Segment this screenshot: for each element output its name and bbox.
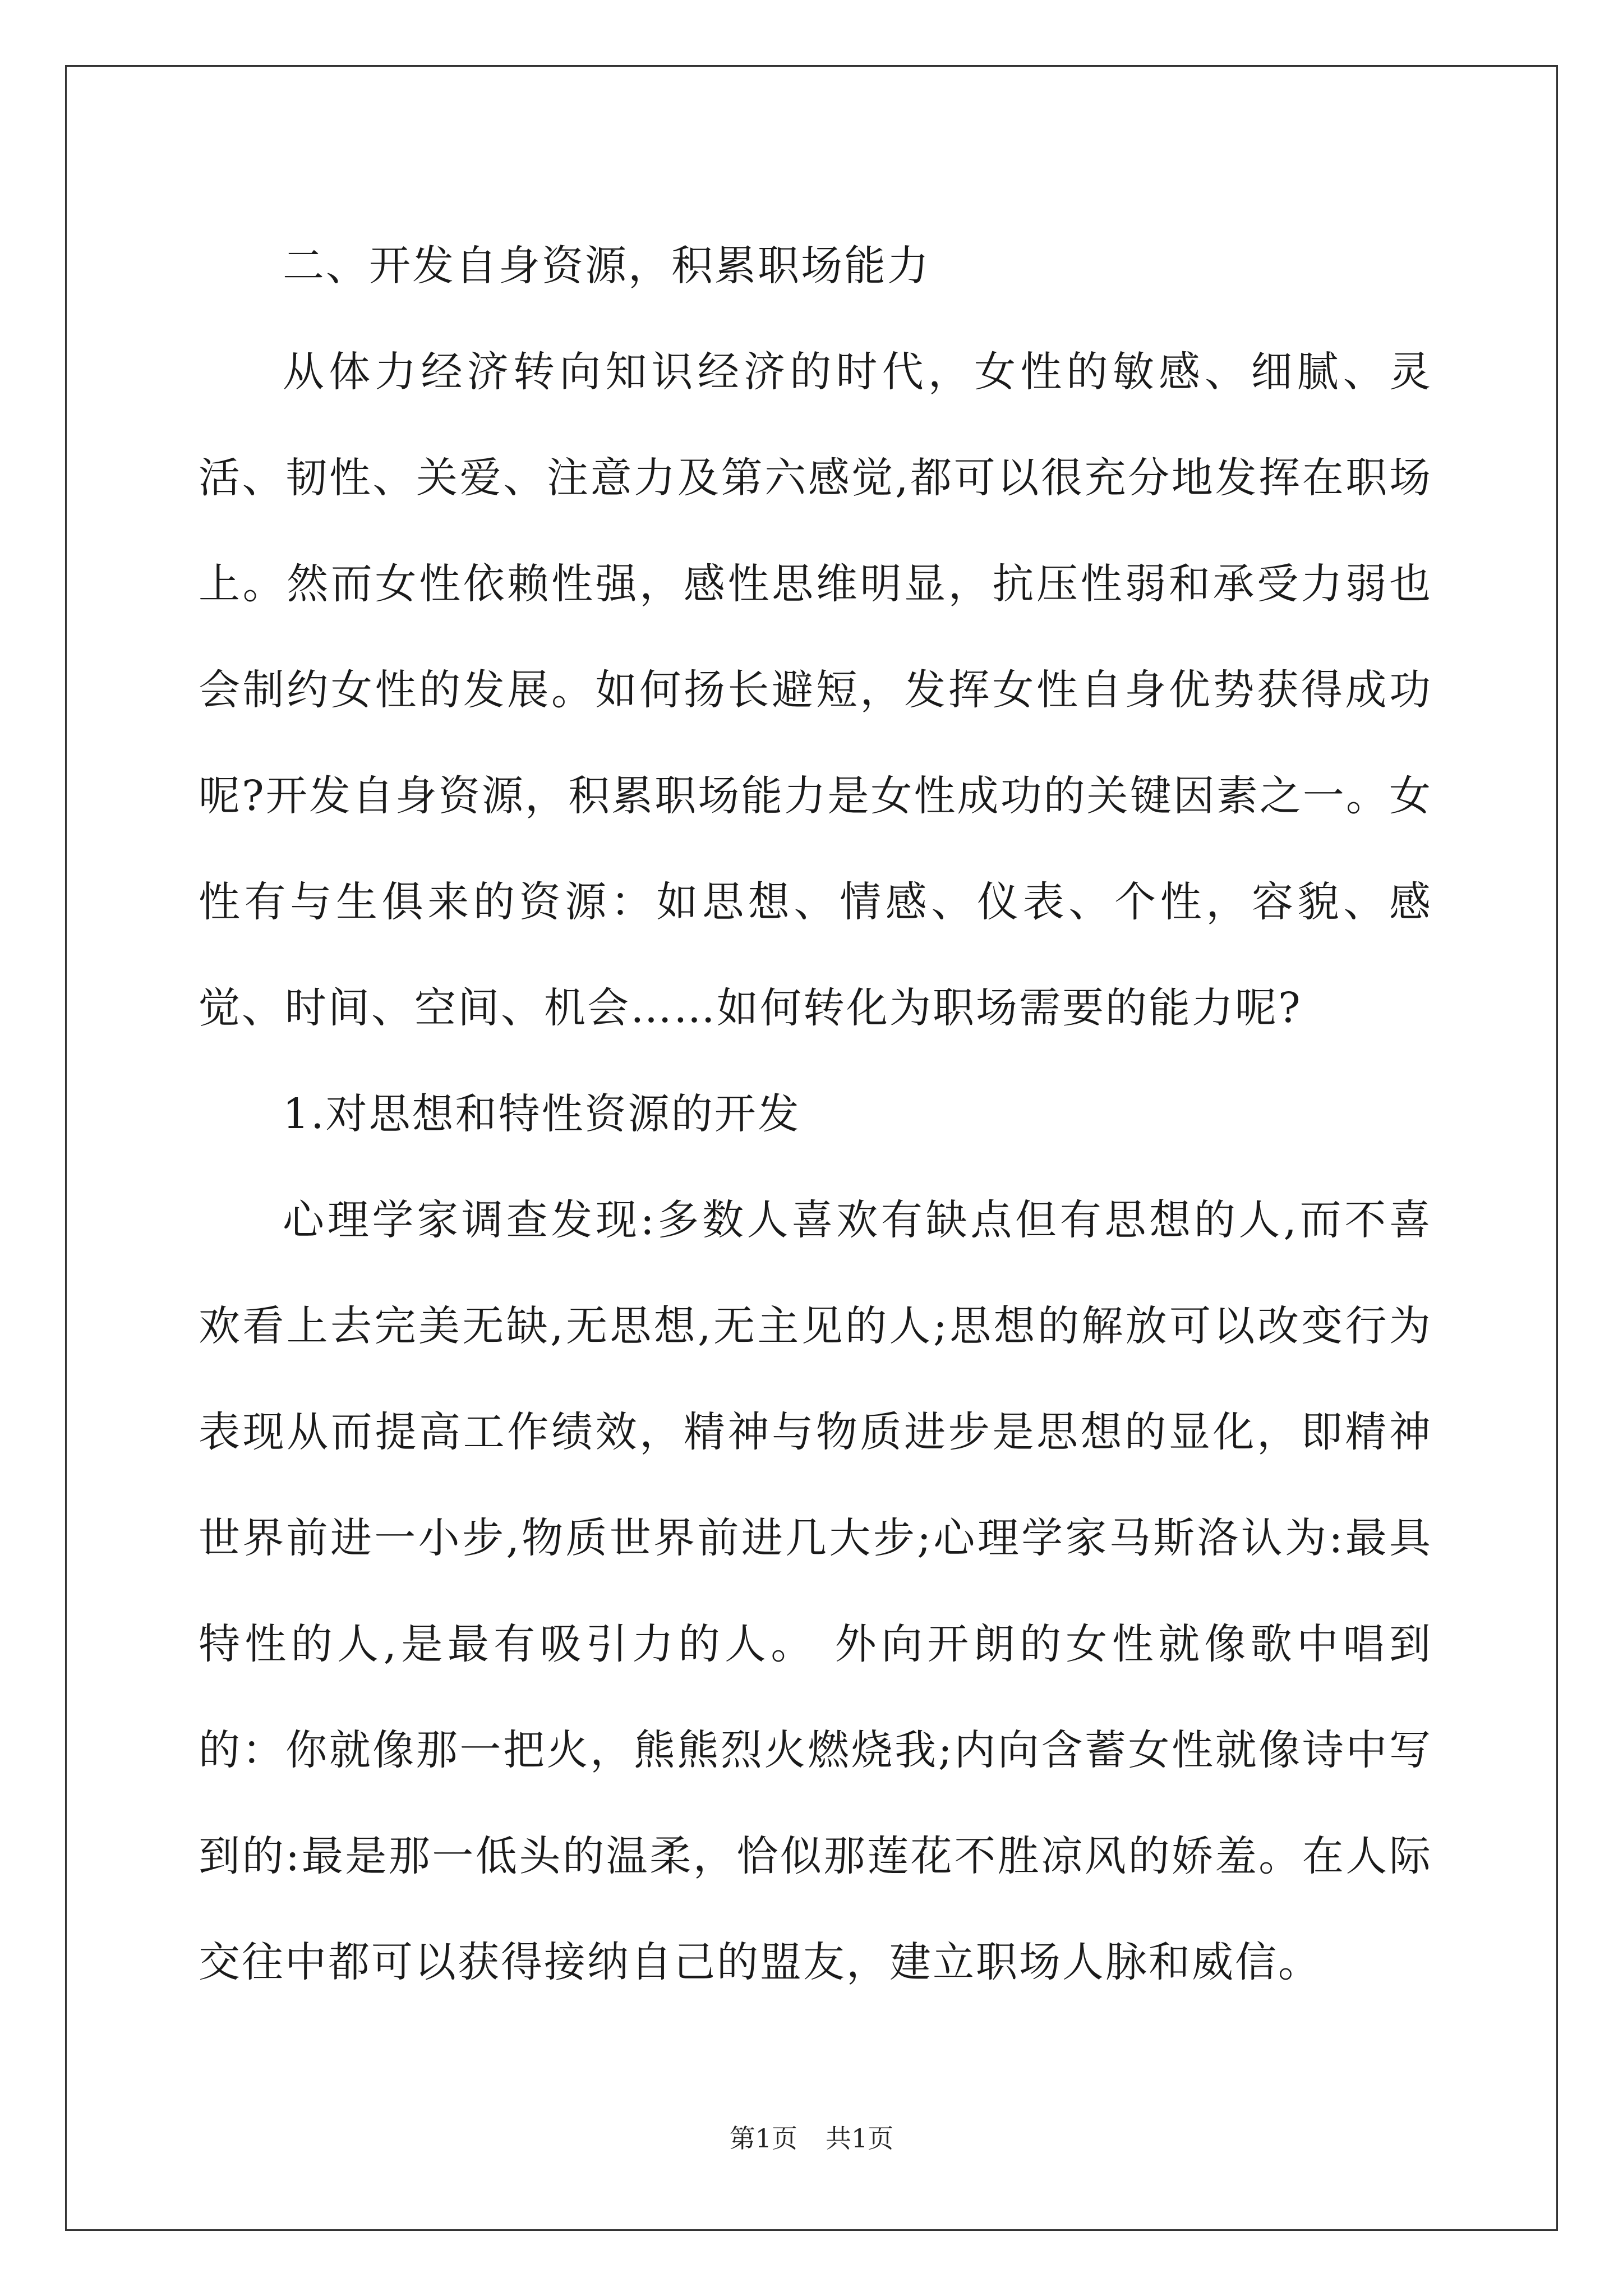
page-total: 共1页	[826, 2123, 894, 2154]
subsection-heading: 1.对思想和特性资源的开发	[283, 1090, 801, 1138]
page-footer	[0, 2122, 1623, 2155]
section-heading: 二、开发自身资源，积累职场能力	[283, 242, 930, 290]
page-number: 第1页	[729, 2123, 797, 2154]
document-body	[199, 213, 1432, 2016]
body-paragraph: 心理学家调查发现:多数人喜欢有缺点但有思想的人,而不喜欢看上去完美无缺,无思想,无主见的人;思想的解放可以改变行为表现从而提高工作绩效，精神与物质进步是思想的显化，即精神世界前进一小步,物质世界前进几大步;心理学家马斯洛认为:最具特性的人,是最有吸引力的人。 外向开朗的女性就像歌中唱到的：你就像那一把火，熊熊烈火燃烧我;内向含蓄女性就像诗中写到的:最是那一低头的温柔，恰似那莲花不胜凉风的娇羞。在人际交往中都可以获得接纳自己的盟友，建立职场人脉和威信。	[199, 1196, 1432, 1986]
body-paragraph: 从体力经济转向知识经济的时代，女性的敏感、细腻、灵活、韧性、关爱、注意力及第六感觉,都可以很充分地发挥在职场上。然而女性依赖性强，感性思维明显，抗压性弱和承受力弱也会制约女性的发展。如何扬长避短，发挥女性自身优势获得成功呢?开发自身资源，积累职场能力是女性成功的关键因素之一。女性有与生俱来的资源：如思想、情感、仪表、个性，容貌、感觉、时间、空间、机会……如何转化为职场需要的能力呢?	[199, 348, 1432, 1032]
